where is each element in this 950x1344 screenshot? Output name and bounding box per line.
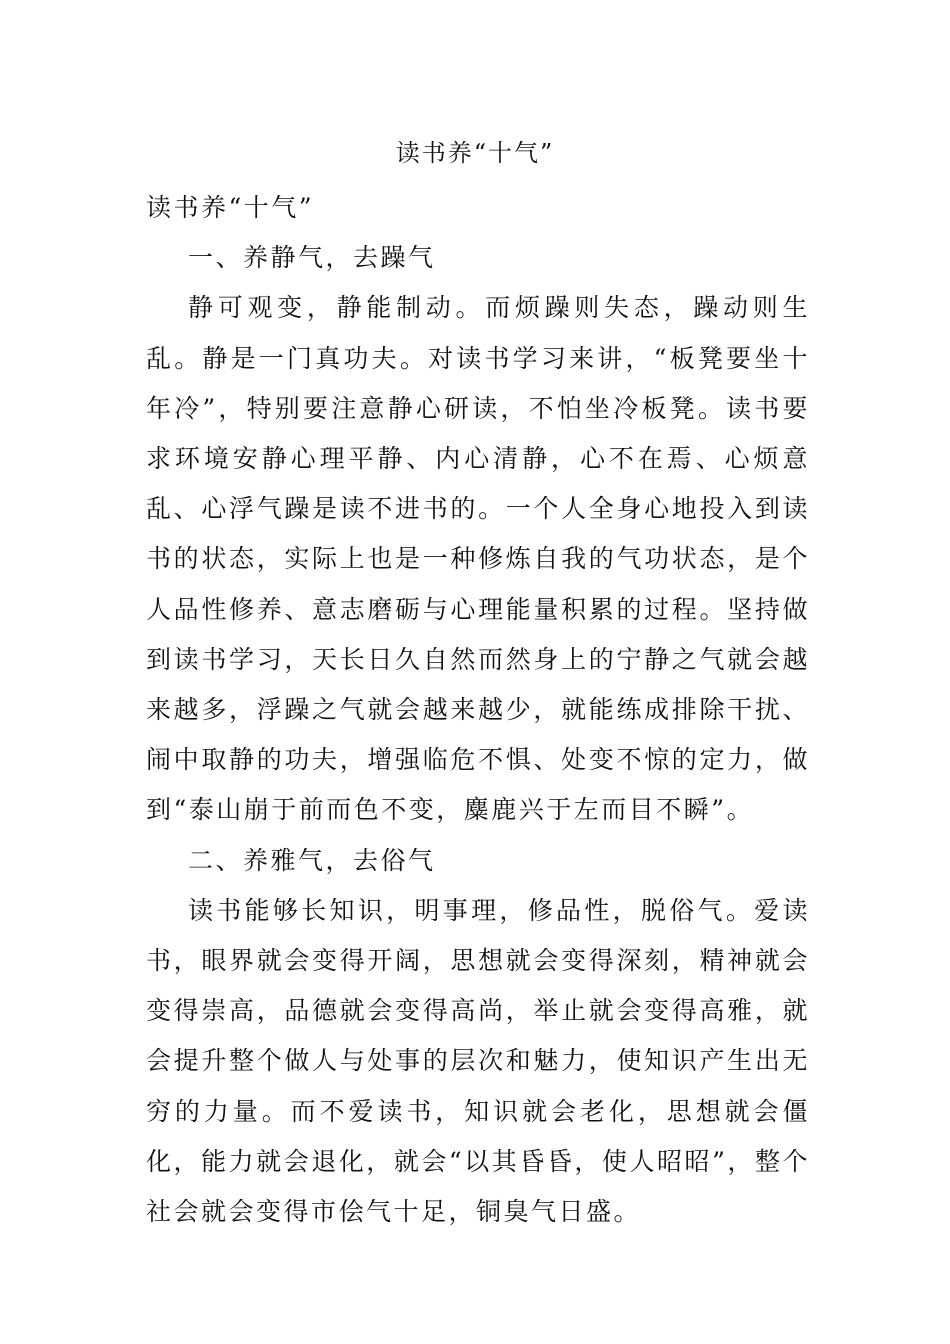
section-heading-2: 二、养雅气，去俗气 <box>188 845 436 875</box>
section-heading-1: 一、养静气，去躁气 <box>188 243 436 273</box>
section-paragraph-1: 静可观变，静能制动。而烦躁则失态，躁动则生乱。静是一门真功夫。对读书学习来讲，“板凳要坐十年冷”，特别要注意静心研读，不怕坐冷板凳。读书要求环境安静心理平静、内心清静，心不在焉、心烦意乱、心浮气躁是读不进书的。一个人全身心地投入到读书的状态，实际上也是一种修炼自我的气功状态，是个人品性修养、意志磨砺与心理能量积累的过程。坚持做到读书学习，天长日久自然而然身上的宁静之气就会越来越多，浮躁之气就会越来越少，就能练成排除干扰、闹中取静的功夫，增强临危不惧、处变不惊的定力，做到“泰山崩于前而色不变，麋鹿兴于左而目不瞬”。 <box>146 293 810 825</box>
page-title: 读书养“十气” <box>395 139 555 167</box>
section-paragraph-2: 读书能够长知识，明事理，修品性，脱俗气。爱读书，眼界就会变得开阔，思想就会变得深刻，精神就会变得崇高，品德就会变得高尚，举止就会变得高雅，就会提升整个做人与处事的层次和魅力，使知识产生出无穷的力量。而不爱读书，知识就会老化，思想就会僵化，能力就会退化，就会“以其昏昏，使人昭昭”，整个社会就会变得市侩气十足，铜臭气日盛。 <box>146 895 810 1227</box>
document-body <box>146 183 810 1237</box>
document-subtitle: 读书养“十气” <box>146 193 315 222</box>
